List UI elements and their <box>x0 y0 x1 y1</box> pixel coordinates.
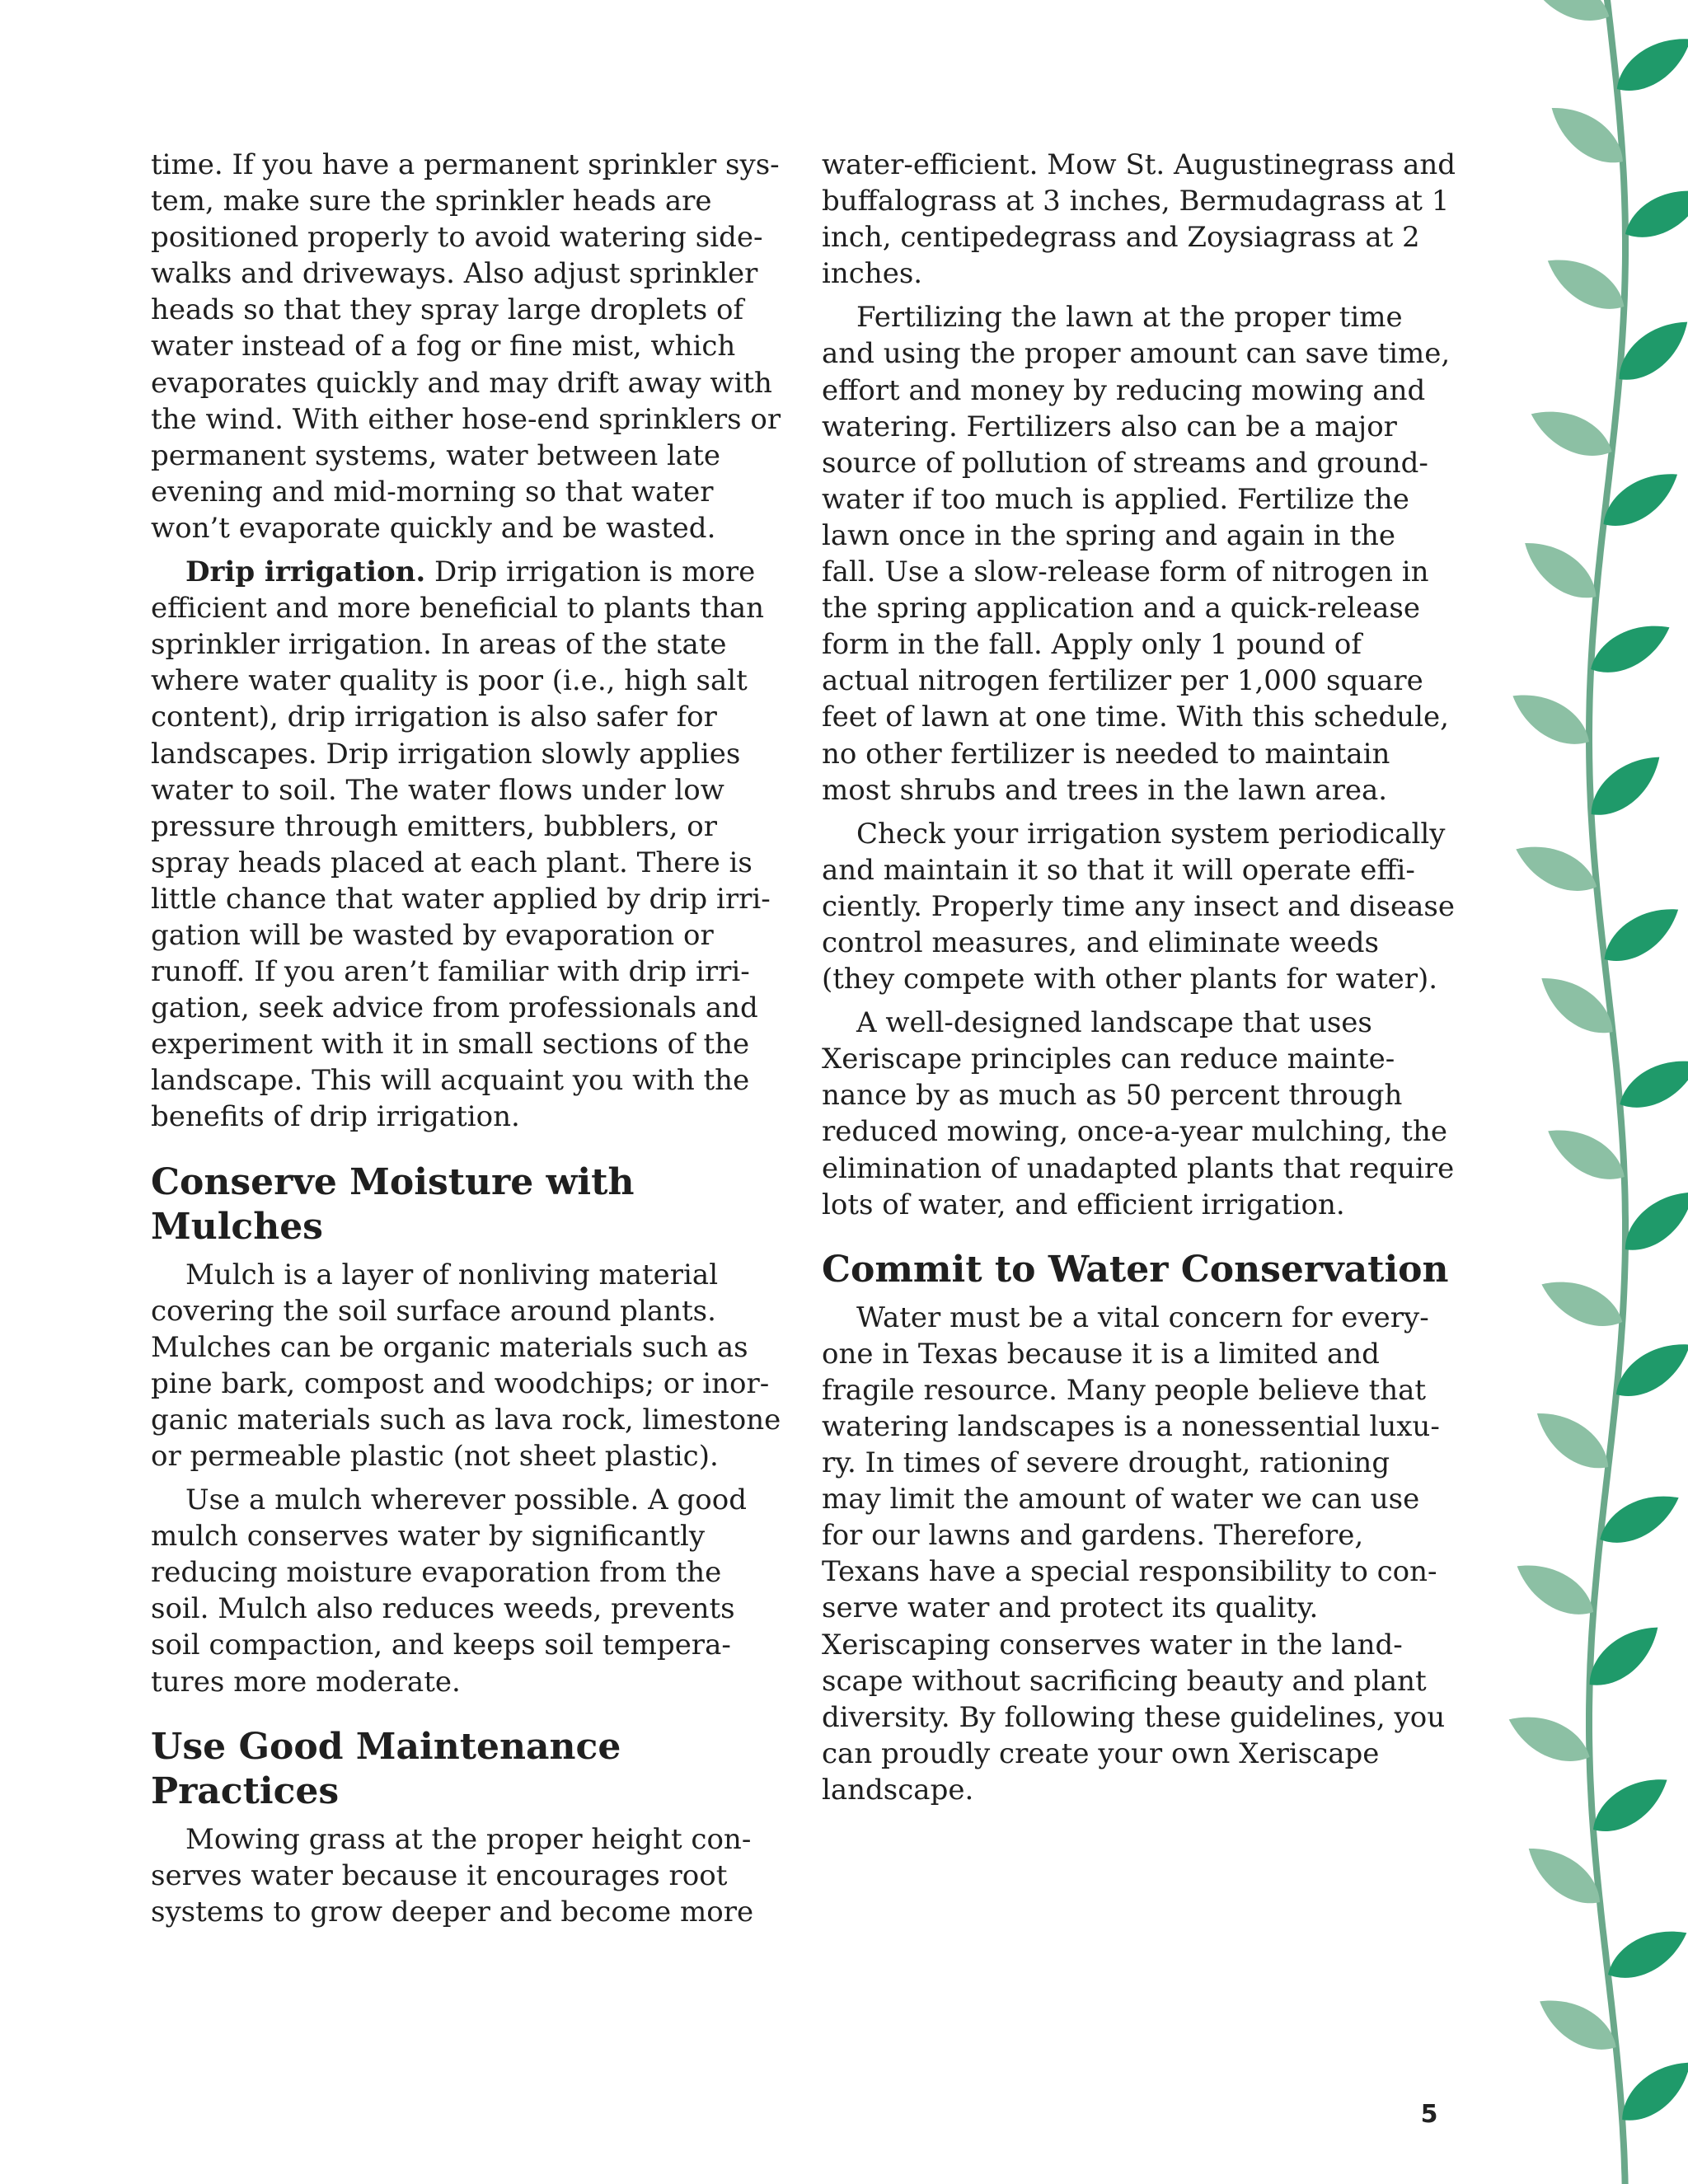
paragraph: A well-designed landscape that uses Xeriscape principles can reduce maintenance by as much as 50 percent through reduced mowing, once-a-year mulching, the elimination of unadapted plants that require lots of water, and efficient irrigation. <box>822 1006 1455 1221</box>
paragraph: Use a mulch wherever possible. A good mulch conserves water by significantly reducing moisture evaporation from the soil. Mulch also reduces weeds, prevents soil compaction, and keeps soil temperatures more moderate. <box>151 1483 747 1699</box>
right-column <box>822 147 1456 1816</box>
leaf-icon <box>1502 1704 1597 1773</box>
run-in-heading: Drip irrigation. <box>185 555 426 589</box>
leaf-icon <box>1535 1268 1630 1338</box>
leaf-icon <box>1522 0 1617 32</box>
leaf-icon <box>1524 398 1620 467</box>
leaf-icon <box>1595 895 1688 973</box>
paragraph: Mowing grass at the proper height conserves water because it encourages root systems to grow deeper and become more <box>151 1822 754 1929</box>
paragraph: time. If you have a permanent sprinkler system, make sure the sprinkler heads are positioned properly to avoid watering sidewalks and driveways. Also adjust sprinkler heads so that they spray large droplets of water instead of a fog or fine mist, which evaporates quickly and may drift away with the wind. With either hose-end sprinklers or permanent systems, water between late evening and mid-morning so that water won’t evaporate quickly and be wasted. <box>151 148 781 545</box>
section-heading: Commit to Water Conservation <box>822 1248 1449 1291</box>
leaf-icon <box>1508 833 1604 902</box>
section-heading: Conserve Moisture with Mulches <box>151 1160 635 1248</box>
left-column <box>151 147 785 1938</box>
paragraph: Water must be a vital concern for everyone in Texas because it is a limited and fragile resource. Many people believe that watering landscapes is a nonessential luxury. In times of severe drought, rationing may limit the amount of water we can use for our lawns and gardens. Therefore, Texans have a special responsibility to conserve water and protect its quality. Xeriscaping conserves water in the landscape without sacrificing beauty and plant diversity. By following these guidelines, you can proudly create your own Xeriscape landscape. <box>822 1301 1446 1807</box>
paragraph: Mulch is a layer of nonliving material covering the soil surface around plants. Mulches can be organic materials such as pine bark, compost and woodchips; or inorganic materials such as lava rock, limestone or permeable plastic (not sheet plastic). <box>151 1258 781 1473</box>
page-number: 5 <box>1420 2100 1438 2129</box>
paragraph: water-efficient. Mow St. Augustinegrass and buffalograss at 3 inches, Bermudagrass at 1 inch, centipedegrass and Zoysiagrass at 2 inches. <box>822 148 1456 291</box>
leaf-icon <box>1539 246 1633 321</box>
leaf-icon <box>1504 681 1598 757</box>
paragraph: Fertilizing the lawn at the proper time and using the proper amount can save time, effort and money by reducing mowing and watering. Fertilizers also can be a major source of pollution of streams and groundwater if too much is applied. Fertilize the lawn once in the spring and again in the fall. Use a slow-release form of nitrogen in the spring application and a quick-release form in the fall. Apply only 1 pound of actual nitrogen fertilizer per 1,000 square feet of lawn at one time. With this schedule, no other fertilizer is needed to maintain most shrubs and trees in the lawn area. <box>822 301 1451 807</box>
leaf-icon <box>1600 1918 1688 1990</box>
leaf-icon <box>1583 1765 1676 1844</box>
leaf-icon <box>1508 1551 1602 1627</box>
paragraph <box>151 554 785 1136</box>
leaf-vine-decoration <box>1484 0 1688 2184</box>
section-heading: Use Good Maintenance Practices <box>151 1725 621 1812</box>
vine-stem <box>1589 0 1625 2184</box>
paragraph-text: Drip irrigation is more efficient and more beneficial to plants than sprinkler irrigation. In areas of the state where water quality is poor (i.e., high salt content), drip irrigation is also safer for landscapes. Drip irrigation slowly applies water to soil. The water flows under low pressure through emitters, bubblers, or spray heads placed at each plant. There is little chance that water applied by drip irrigation will be wasted by evaporation or runoff. If you aren’t familiar with drip irrigation, seek advice from professionals and experiment with it in small sections of the landscape. This will acquaint you with the benefits of drip irrigation. <box>151 555 771 1134</box>
paragraph: Check your irrigation system periodically and maintain it so that it will operate efficiently. Properly time any insect and disease control measures, and eliminate weeds (they compete with other plants for water). <box>822 817 1455 996</box>
